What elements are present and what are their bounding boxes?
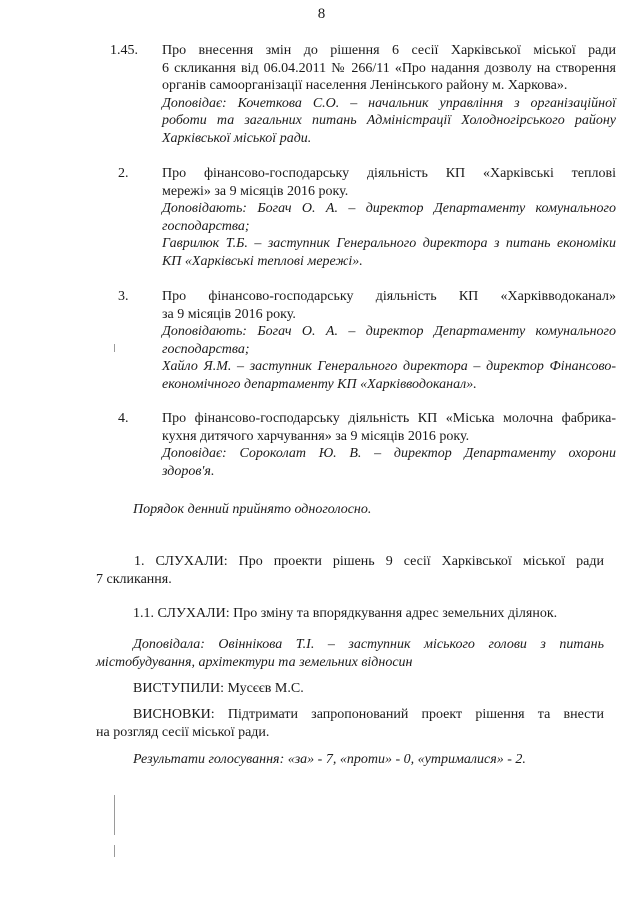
scan-mark [114,795,115,835]
agenda-line: за 9 місяців 2016 року. [162,306,296,322]
speaker-line: здоров'я. [162,463,215,479]
scan-mark [114,344,115,352]
agenda-item-number: 1.45. [110,43,138,58]
agenda-line: Про фінансово-господарську діяльність КП «Харківські теплові [162,166,616,181]
speaker-line: Доповідають: Богач О. А. – директор Департаменту комунального [162,201,616,216]
speaker-line: господарства; [162,341,250,357]
agenda-item-number: 2. [118,166,129,181]
heard-line: 1. СЛУХАЛИ: Про проекти рішень 9 сесії Харківської міської ради [134,554,604,569]
speaker-line: Доповідають: Богач О. А. – директор Департаменту комунального [162,324,616,339]
agenda-line: кухня дитячого харчування» за 9 місяців 2016 року. [162,428,470,444]
conclusions-line: ВИСНОВКИ: Підтримати запропонований проект рішення та внести [133,707,604,722]
agenda-item-text [162,288,616,393]
spoke-section: ВИСТУПИЛИ: Мусєєв М.С. [133,681,304,696]
agenda-item-number: 3. [118,289,129,304]
reported-line: містобудування, архітектури та земельних відносин [96,654,413,670]
conclusions-section [96,706,604,741]
speaker-line: роботи та загальних питань Адміністрації Холодногірського району [162,113,616,128]
speaker-line: Хайло Я.М. – заступник Генерального директора – директор Фінансово- [162,359,616,374]
scan-mark [114,845,115,857]
heard-section-1-1: 1.1. СЛУХАЛИ: Про зміну та впорядкування адрес земельних ділянок. [133,606,558,621]
vote-results: Результати голосування: «за» - 7, «проти» - 0, «утрималися» - 2. [133,752,526,767]
agenda-item-text [162,165,616,270]
heard-line: 7 скликання. [96,571,172,587]
speaker-line: Харківської міської ради. [162,130,312,146]
agenda-item-text [162,42,616,147]
speaker-line: КП «Харківські теплові мережі». [162,253,363,269]
agenda-line: мережі» за 9 місяців 2016 року. [162,183,349,199]
reported-line: Доповідала: Овіннікова Т.І. – заступник міського голови з питань [133,637,604,652]
speaker-line: Гаврилюк Т.Б. – заступник Генерального директора з питань економіки [162,236,616,251]
speaker-line: Доповідає: Кочеткова С.О. – начальник управління з організаційної [162,95,616,111]
agenda-line: органів самоорганізації населення Ленінського району м. Харкова». [162,78,568,93]
agenda-line: 6 скликання від 06.04.2011 № 266/11 «Про надання дозволу на створення [162,60,616,76]
agenda-line: Про фінансово-господарську діяльність КП «Міська молочна фабрика- [162,411,616,426]
speaker-line: господарства; [162,218,250,234]
speaker-line: Доповідає: Сороколат Ю. В. – директор Департаменту охорони [162,446,616,461]
agenda-adopted-text: Порядок денний прийнято одноголосно. [133,502,372,517]
agenda-line: Про фінансово-господарську діяльність КП «Харківводоканал» [162,289,616,304]
reported-section [96,636,604,671]
speaker-line: економічного департаменту КП «Харківводоканал». [162,376,477,392]
heard-section-1 [96,553,604,588]
conclusions-line: на розгляд сесії міської ради. [96,724,270,740]
agenda-line: Про внесення змін до рішення 6 сесії Харківської міської ради [162,43,616,58]
agenda-item-number: 4. [118,411,129,426]
page-number: 8 [317,6,326,22]
agenda-item-text [162,410,616,480]
